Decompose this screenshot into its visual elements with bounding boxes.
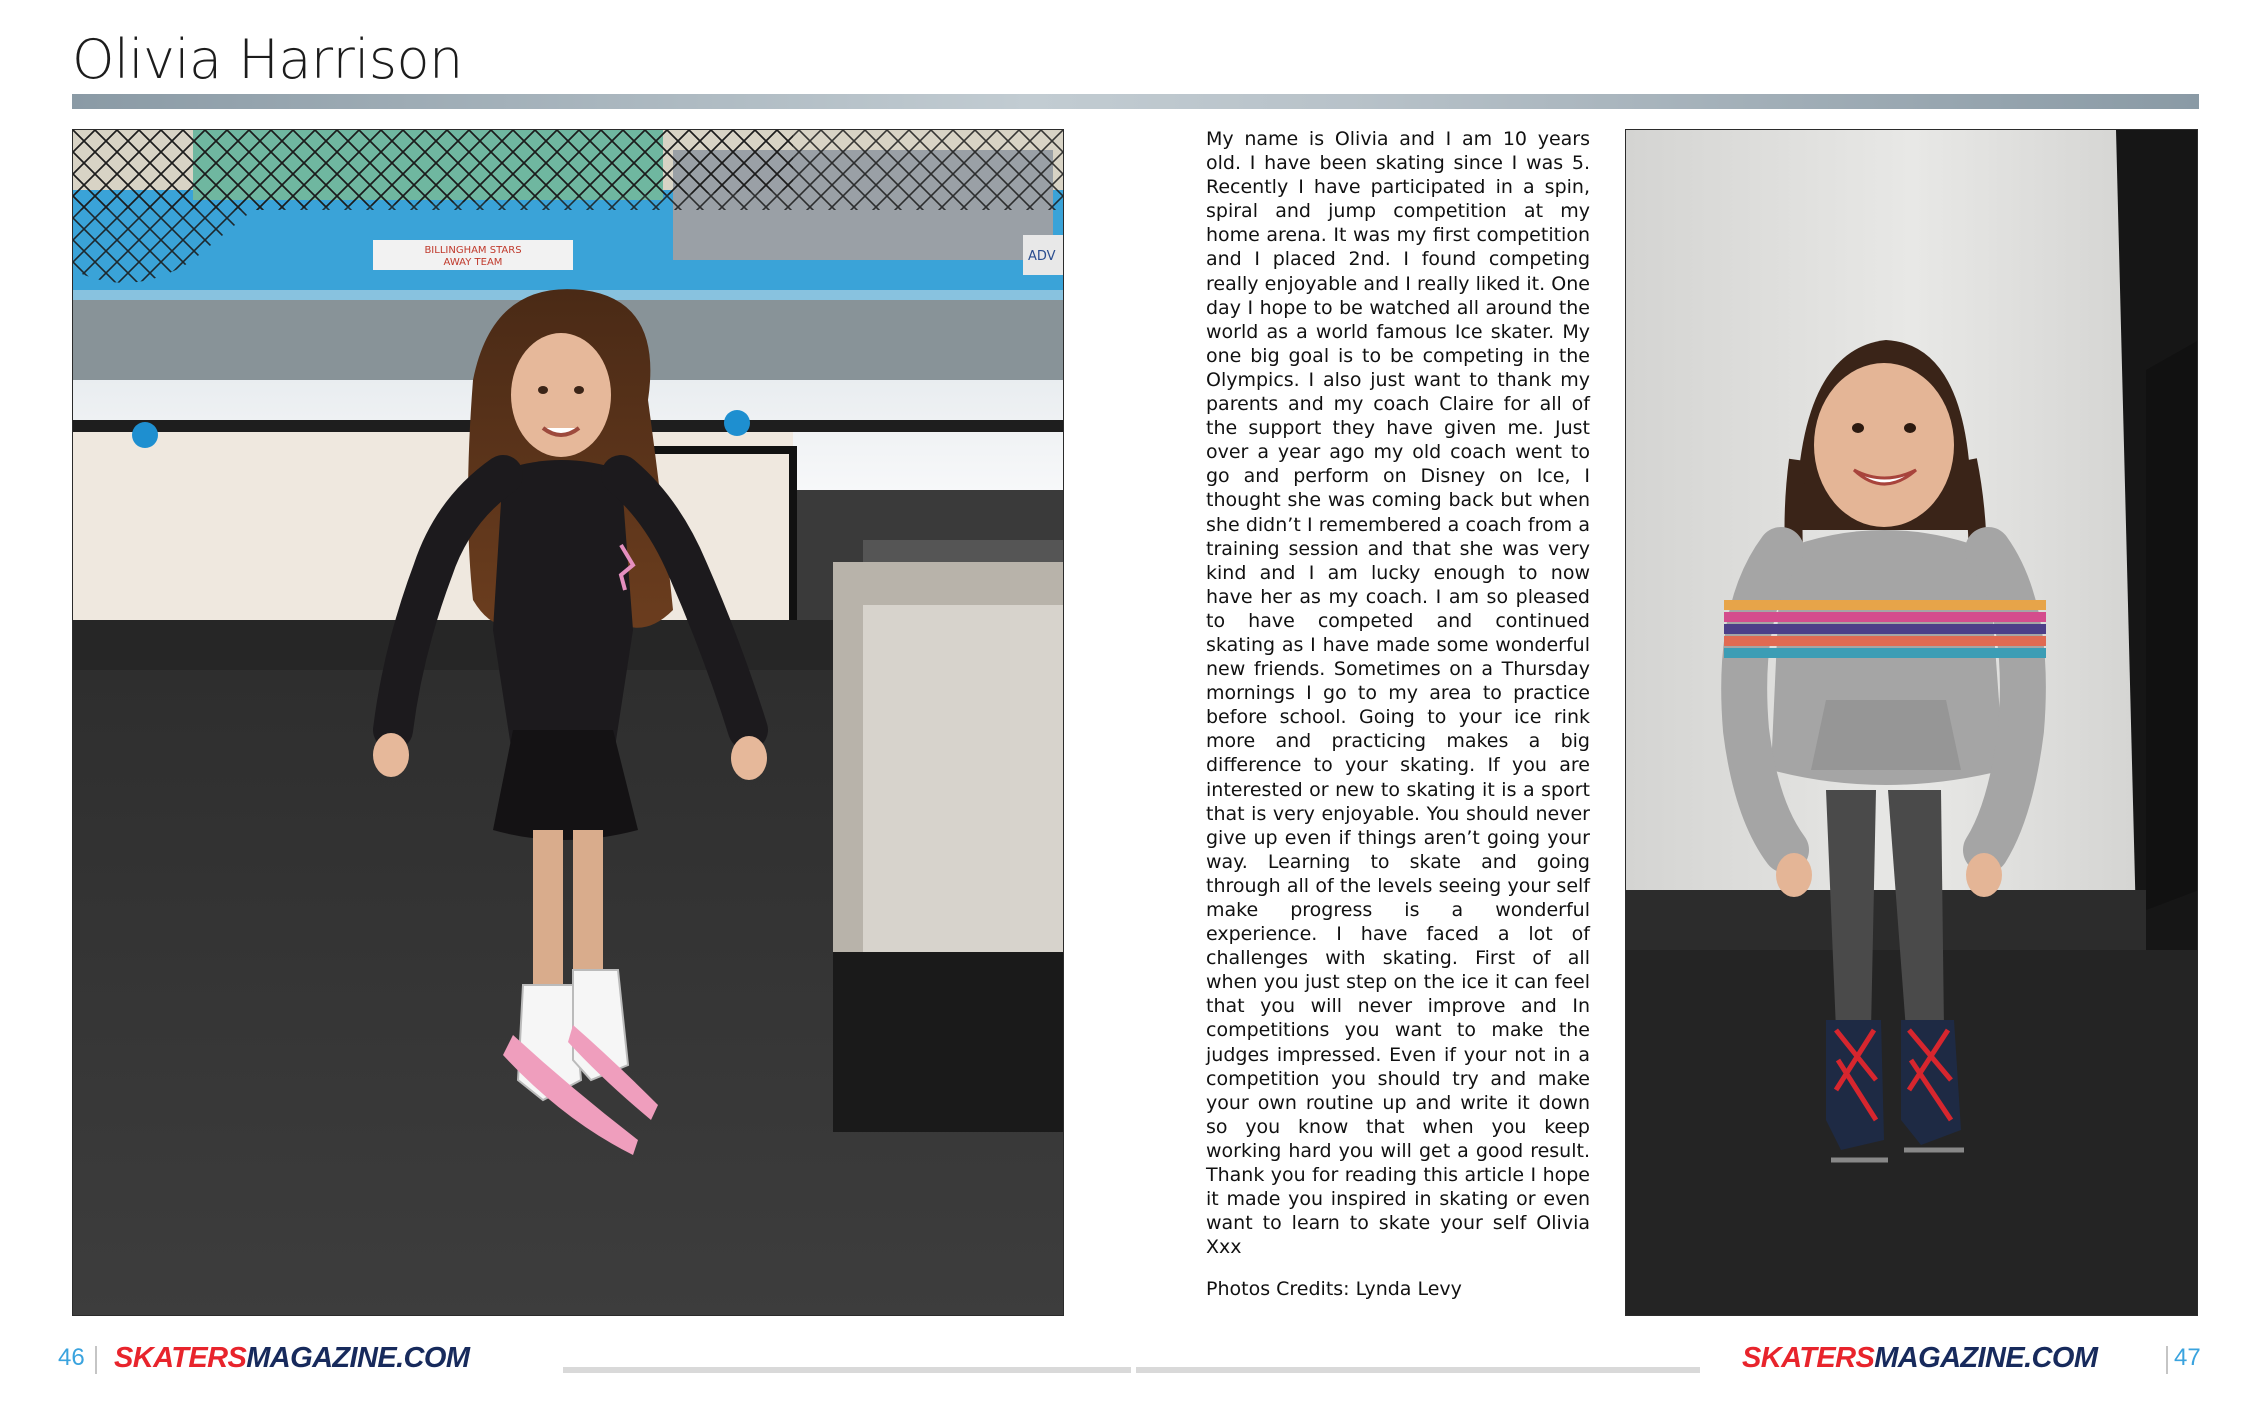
rinkside-photo-illustration <box>73 130 1064 1316</box>
brand-part1: SKATERS <box>1742 1342 1875 1374</box>
footer-separator-left <box>95 1346 97 1374</box>
brand-logo-left[interactable] <box>114 1342 469 1375</box>
brand-part2: MAGAZINE.COM <box>1874 1342 2098 1374</box>
board-sign-text: ADV <box>1028 249 1056 264</box>
footer-line-right <box>1136 1367 1700 1373</box>
rink-sign-text: BILLINGHAM STARS <box>424 245 522 256</box>
hoodie-photo-illustration <box>1626 130 2198 1316</box>
title-rule <box>72 94 2199 109</box>
footer-line-left <box>563 1367 1131 1373</box>
brand-part1: SKATERS <box>114 1342 247 1374</box>
footer-separator-right <box>2166 1346 2168 1374</box>
svg-text:AWAY TEAM: AWAY TEAM <box>443 257 503 268</box>
brand-logo-right[interactable] <box>1742 1342 2097 1375</box>
page-number-right: 47 <box>2174 1344 2201 1371</box>
article-body <box>1206 127 1590 1259</box>
photo-credits: Photos Credits: Lynda Levy <box>1206 1278 1462 1300</box>
brand-part2: MAGAZINE.COM <box>246 1342 470 1374</box>
photo-olivia-hoodie <box>1625 129 2198 1316</box>
photo-olivia-rinkside <box>72 129 1064 1316</box>
page-title: Olivia Harrison <box>72 28 463 91</box>
article-text: My name is Olivia and I am 10 years old. I have been skating since I was 5. Recently I have participated in a spin, spiral and jump competition at my home arena. It was my first competition and I placed 2nd. I found competing really enjoyable and I really liked it. One day I hope to be watched all around the world as a world famous Ice skater. My one big goal is to be competing in the Olympics. I also just want to thank my parents and my coach Claire for all of the support they have given me. Just over a year ago my old coach went to go and perform on Disney on Ice, I thought she was coming back but when she didn’t I remembered a coach from a training session and that she was very kind and I am lucky enough to now have her as my coach. I am so pleased to have competed and continued skating as I have made some wonderful new friends. Sometimes on a Thursday mornings I go to my area to practice before school. Going to your ice rink more and practicing makes a big difference to your skating. If you are interested or new to skating it is a sport that is very enjoyable. You should never give up even if things aren’t going your way. Learning to skate and going through all of the levels seeing your self make progress is a wonderful experience. I have faced a lot of challenges with skating. First of all when you just step on the ice it can feel that you will never improve and In competitions you want to make the judges impressed. Even if your not in a competition you should try and make your own routine up and write it down so you know that when you keep working hard you will get a good result. Thank you for reading this article I hope it made you inspired in skating or even want to learn to skate your self Olivia Xxx <box>1206 128 1590 1259</box>
page-number-left: 46 <box>58 1344 85 1371</box>
